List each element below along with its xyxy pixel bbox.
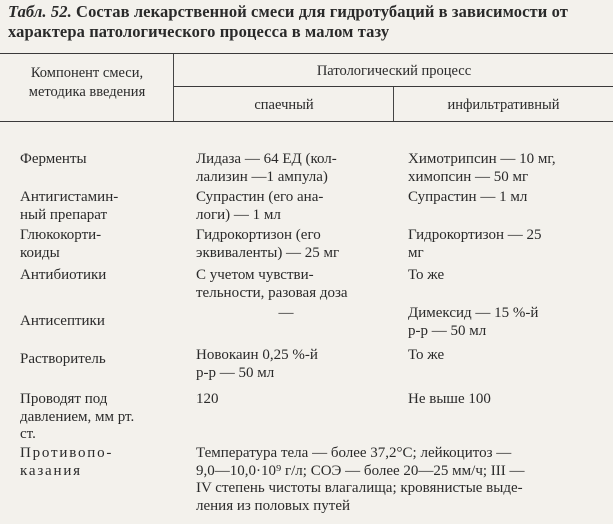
row-antihistamine-component (20, 189, 180, 224)
caption-title-part-1: Состав лекарственной смеси для гидротубаций в зависимости от (76, 2, 568, 21)
row-contraindications-text (196, 445, 606, 515)
row-antibiotics-infiltrative (408, 267, 608, 285)
cell-line: Супрастин — 1 мл (408, 189, 528, 205)
header-component-col (2, 64, 172, 102)
cell-line: ст. (20, 426, 36, 442)
cell-line: Химотрипсин — 10 мг, (408, 151, 556, 167)
cell-line: Глюкокорти- (20, 227, 102, 243)
row-pressure-component (20, 391, 180, 444)
row-antiseptics-adhesive (196, 305, 376, 323)
row-antihistamine-infiltrative (408, 189, 608, 207)
cell-line: Температура тела — более 37,2°С; лейкоцитоз — (196, 445, 512, 461)
cell-line: Антисептики (20, 313, 105, 329)
cell-line: ный препарат (20, 206, 108, 223)
cell-line: Гидрокортизон (его (196, 227, 321, 243)
row-enzymes-component (20, 151, 180, 169)
cell-line: лализин —1 ампула) (196, 168, 328, 185)
cell-line: давлением, мм рт. (20, 408, 135, 425)
caption-title-part-2: характера патологического процесса в малом тазу (8, 22, 390, 41)
header-col-adhesive: спаечный (254, 97, 314, 113)
cell-line: Противопо- (20, 445, 114, 461)
cell-line: тельности, разовая доза (196, 284, 348, 301)
cell-line: То же (408, 347, 445, 363)
caption-line-1 (8, 2, 608, 22)
row-antiseptics-component (20, 313, 180, 331)
row-enzymes-infiltrative (408, 151, 608, 186)
cell-line: Лидаза — 64 ЕД (кол- (196, 151, 337, 167)
cell-line: казания (20, 462, 82, 479)
cell-line: Гидрокортизон — 25 (408, 227, 542, 243)
table-caption (8, 2, 608, 42)
header-col-infiltrative: инфильтративный (447, 97, 560, 113)
cell-line: р-р — 50 мл (196, 364, 275, 381)
table-top-rule (0, 53, 613, 54)
row-antihistamine-adhesive (196, 189, 386, 224)
row-pressure-adhesive (196, 391, 386, 409)
cell-line: То же (408, 267, 445, 283)
caption-label: Табл. 52. (8, 2, 72, 21)
cell-line: Растворитель (20, 351, 106, 367)
row-glucocorticoids-adhesive (196, 227, 386, 262)
row-antiseptics-infiltrative (408, 305, 608, 340)
row-pressure-infiltrative (408, 391, 608, 409)
cell-line: Новокаин 0,25 %-й (196, 347, 318, 363)
row-solvent-adhesive (196, 347, 386, 382)
header-group-title: Патологический процесс (316, 63, 472, 79)
row-contraindications-component (20, 445, 180, 480)
cell-line: логи) — 1 мл (196, 206, 281, 223)
cell-line: коиды (20, 244, 60, 261)
row-enzymes-adhesive (196, 151, 386, 186)
cell-line: химопсин — 50 мг (408, 168, 529, 185)
row-antibiotics-adhesive (196, 267, 386, 302)
cell-line: С учетом чувстви- (196, 267, 314, 283)
cell-line: эквиваленты) — 25 мг (196, 244, 340, 261)
cell-line: Димексид — 15 %-й (408, 305, 539, 321)
cell-line: мг (408, 244, 424, 261)
row-solvent-component (20, 351, 180, 369)
cell-line: Антибиотики (20, 267, 107, 283)
cell-line: р-р — 50 мл (408, 322, 487, 339)
cell-line: Антигистамин- (20, 189, 119, 205)
cell-line: 9,0—10,0·10⁹ г/л; СОЭ — более 20—25 мм/ч; III — (196, 462, 525, 479)
cell-line: Супрастин (его ана- (196, 189, 324, 205)
header-component-line-1: Компонент смеси, (30, 65, 144, 81)
cell-line: ления из половых путей (196, 497, 351, 514)
cell-line: 120 (196, 391, 219, 407)
row-glucocorticoids-infiltrative (408, 227, 608, 262)
cell-line: Не выше 100 (408, 391, 491, 407)
row-antibiotics-component (20, 267, 180, 285)
row-solvent-infiltrative (408, 347, 608, 365)
cell-line: Ферменты (20, 151, 87, 167)
cell-line: IV степень чистоты влагалища; кровянистые выде- (196, 480, 523, 496)
header-vrule-1 (173, 54, 174, 121)
header-component-line-2: методика введения (28, 84, 146, 100)
cell-line: Проводят под (20, 391, 108, 407)
header-bottom-rule (0, 121, 613, 122)
cell-line: — (278, 305, 294, 321)
row-glucocorticoids-component (20, 227, 180, 262)
